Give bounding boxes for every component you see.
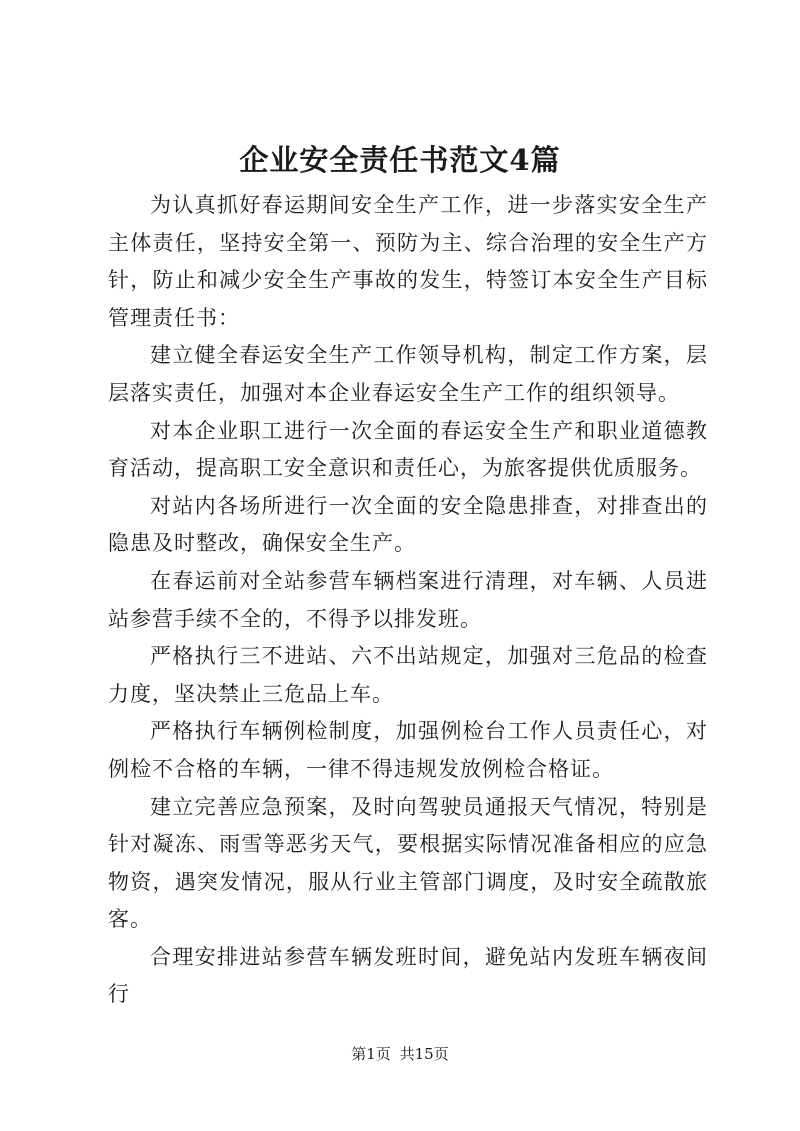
document-body xyxy=(108,187,708,1014)
paragraph: 建立健全春运安全生产工作领导机构，制定工作方案，层层落实责任，加强对本企业春运安全生产工作的组织领导。 xyxy=(108,343,708,405)
paragraph: 对本企业职工进行一次全面的春运安全生产和职业道德教育活动，提高职工安全意识和责任心，为旅客提供优质服务。 xyxy=(108,418,708,481)
paragraph: 合理安排进站参营车辆发班时间，避免站内发班车辆夜间行 xyxy=(108,944,708,1007)
paragraph: 对站内各场所进行一次全面的安全隐患排查，对排查出的隐患及时整改，确保安全生产。 xyxy=(108,493,708,556)
paragraph: 严格执行三不进站、六不出站规定，加强对三危品的检查力度，坚决禁止三危品上车。 xyxy=(108,644,708,706)
paragraph: 建立完善应急预案，及时向驾驶员通报天气情况，特别是针对凝冻、雨雪等恶劣天气，要根据实际情况准备相应的应急物资，遇突发情况，服从行业主管部门调度，及时安全疏散旅客。 xyxy=(108,794,708,932)
paragraph: 严格执行车辆例检制度，加强例检台工作人员责任心，对例检不合格的车辆，一律不得违规发放例检合格证。 xyxy=(108,719,708,781)
page-number: 第1页 xyxy=(351,1045,391,1063)
paragraph: 为认真抓好春运期间安全生产工作，进一步落实安全生产主体责任，坚持安全第一、预防为主、综合治理的安全生产方针，防止和减少安全生产事故的发生，特签订本安全生产目标管理责任书： xyxy=(108,193,708,330)
document-title: 企业安全责任书范文4篇 xyxy=(239,143,561,177)
page-total: 共15页 xyxy=(399,1045,449,1063)
paragraph: 在春运前对全站参营车辆档案进行清理，对车辆、人员进站参营手续不全的，不得予以排发班。 xyxy=(108,568,708,631)
page-footer xyxy=(0,1044,800,1064)
